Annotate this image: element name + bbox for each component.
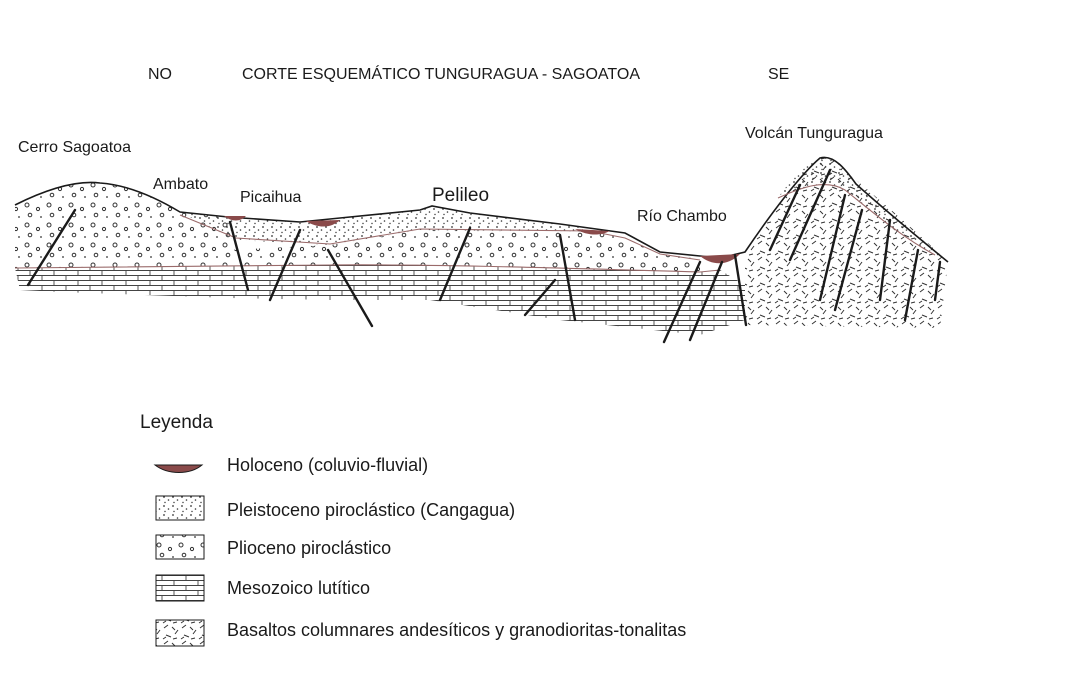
legend-label-basaltos: Basaltos columnares andesíticos y granodioritas-tonalitas	[227, 620, 687, 640]
header-direction-se: SE	[768, 66, 790, 83]
label-ambato: Ambato	[153, 176, 209, 193]
header-direction-no: NO	[148, 66, 172, 83]
label-rio-chambo: Río Chambo	[637, 208, 727, 225]
label-picaihua: Picaihua	[240, 189, 302, 206]
section-title: CORTE ESQUEMÁTICO TUNGURAGUA - SAGOATOA	[242, 66, 640, 83]
legend-label-plioceno: Plioceno piroclástico	[227, 538, 392, 558]
legend-label-mesozoico: Mesozoico lutítico	[227, 578, 371, 598]
legend-swatch-pleistoceno	[156, 496, 204, 520]
label-pelileo: Pelileo	[432, 185, 490, 206]
legend-label-pleistoceno: Pleistoceno piroclástico (Cangagua)	[227, 500, 516, 520]
legend-swatch-basaltos	[156, 620, 204, 646]
legend-title: Leyenda	[140, 412, 213, 433]
label-volcan-tungurahua: Volcán Tunguragua	[745, 125, 883, 142]
legend-swatch-plioceno	[156, 535, 204, 559]
label-cerro-sagoatoa: Cerro Sagoatoa	[18, 139, 131, 156]
legend-swatch-holoceno	[155, 465, 202, 473]
legend-label-holoceno: Holoceno (coluvio-fluvial)	[227, 455, 429, 475]
legend-swatch-mesozoico	[156, 575, 204, 601]
unit-basaltos	[745, 157, 948, 328]
unit-mesozoico	[15, 265, 745, 335]
